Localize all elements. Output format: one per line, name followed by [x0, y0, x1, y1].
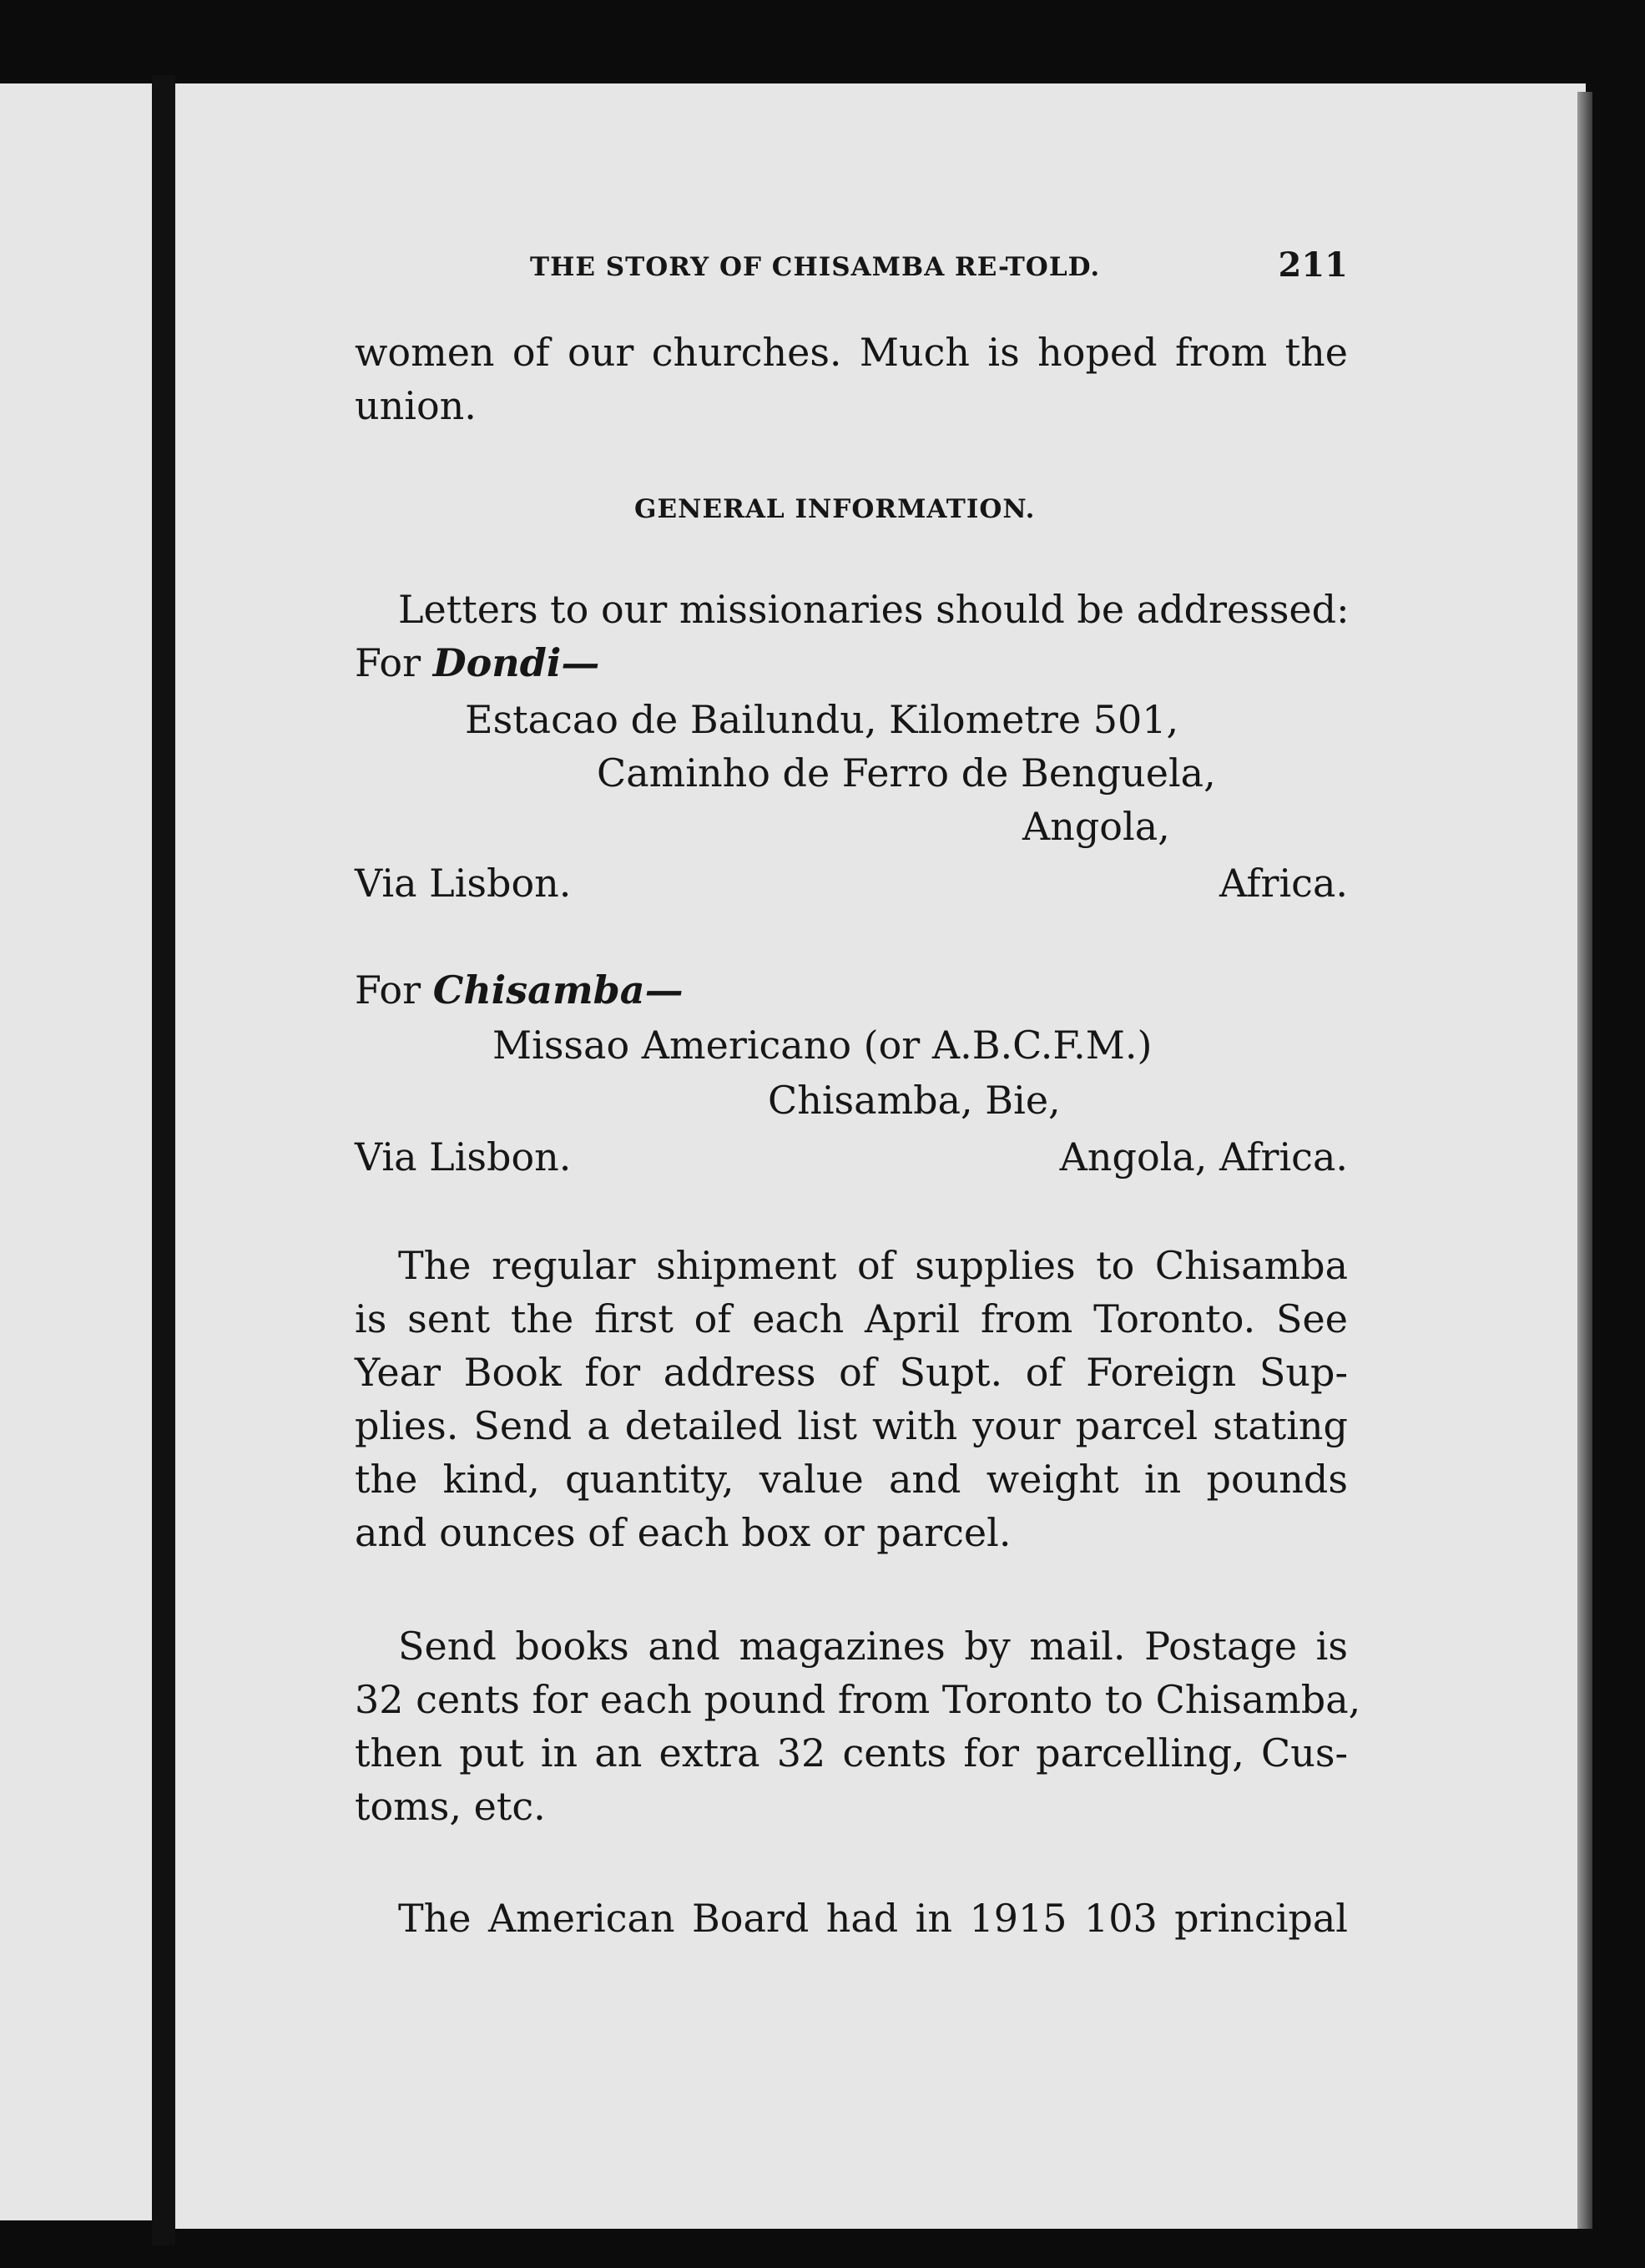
letters-intro-text: Letters to our missionaries should be addressed: [398, 587, 1350, 632]
section-title: GENERAL INFORMATION. [634, 494, 1036, 524]
paragraph-line: The regular shipment of supplies to Chisamba [398, 1243, 1348, 1288]
chisamba-address-line1: Missao Americano (or A.B.C.F.M.) [492, 1023, 1153, 1068]
for-label: For [355, 640, 421, 685]
paragraph-line: toms, etc. [355, 1784, 546, 1829]
chisamba-heading [355, 965, 684, 1015]
dondi-place: Dondi— [432, 640, 600, 685]
chisamba-via: Via Lisbon. [355, 1134, 572, 1179]
dondi-address-line1: Estacao de Bailundu, Kilometre 501, [465, 697, 1179, 742]
paragraph-line: plies. Send a detailed list with your parcel stating [355, 1403, 1348, 1448]
opening-paragraph [355, 326, 1348, 432]
for-label: For [355, 967, 421, 1013]
dondi-country: Africa. [1219, 861, 1348, 906]
paragraph-line: women of our churches. Much is hoped from the [355, 330, 1348, 375]
dondi-address-line3: Angola, [1022, 804, 1170, 849]
chisamba-address-line2: Chisamba, Bie, [768, 1078, 1061, 1123]
paragraph-line: 32 cents for each pound from Toronto to Chisamba, [355, 1677, 1361, 1722]
postage-paragraph [355, 1619, 1361, 1833]
paragraph-line: then put in an extra 32 cents for parcelling, Cus- [355, 1730, 1348, 1776]
paragraph-line: Year Book for address of Supt. of Foreign Sup- [355, 1350, 1348, 1395]
facing-page-edge [0, 83, 152, 2220]
letters-intro [398, 584, 1348, 634]
page-number: 211 [1278, 245, 1348, 285]
paragraph-line: union. [355, 383, 477, 428]
paragraph-line: and ounces of each box or parcel. [355, 1510, 1012, 1555]
book-gutter [152, 75, 175, 2245]
chisamba-place: Chisamba— [432, 967, 684, 1013]
paragraph-line: The American Board had in 1915 103 principal [398, 1896, 1348, 1941]
dondi-address-line2: Caminho de Ferro de Benguela, [597, 750, 1216, 796]
chisamba-country: Angola, Africa. [1059, 1134, 1348, 1179]
running-title: THE STORY OF CHISAMBA RE-TOLD. [530, 252, 1101, 282]
paragraph-line: is sent the first of each April from Toronto. See [355, 1296, 1348, 1341]
dondi-heading [355, 638, 599, 688]
dondi-via: Via Lisbon. [355, 861, 572, 906]
page-edge-shadow [1577, 92, 1592, 2229]
board-paragraph [355, 1892, 1348, 1945]
paragraph-line: Send books and magazines by mail. Postage is [398, 1624, 1348, 1669]
paragraph-line: the kind, quantity, value and weight in pounds [355, 1457, 1348, 1502]
shipment-paragraph [355, 1239, 1348, 1559]
page-header [355, 244, 1348, 294]
